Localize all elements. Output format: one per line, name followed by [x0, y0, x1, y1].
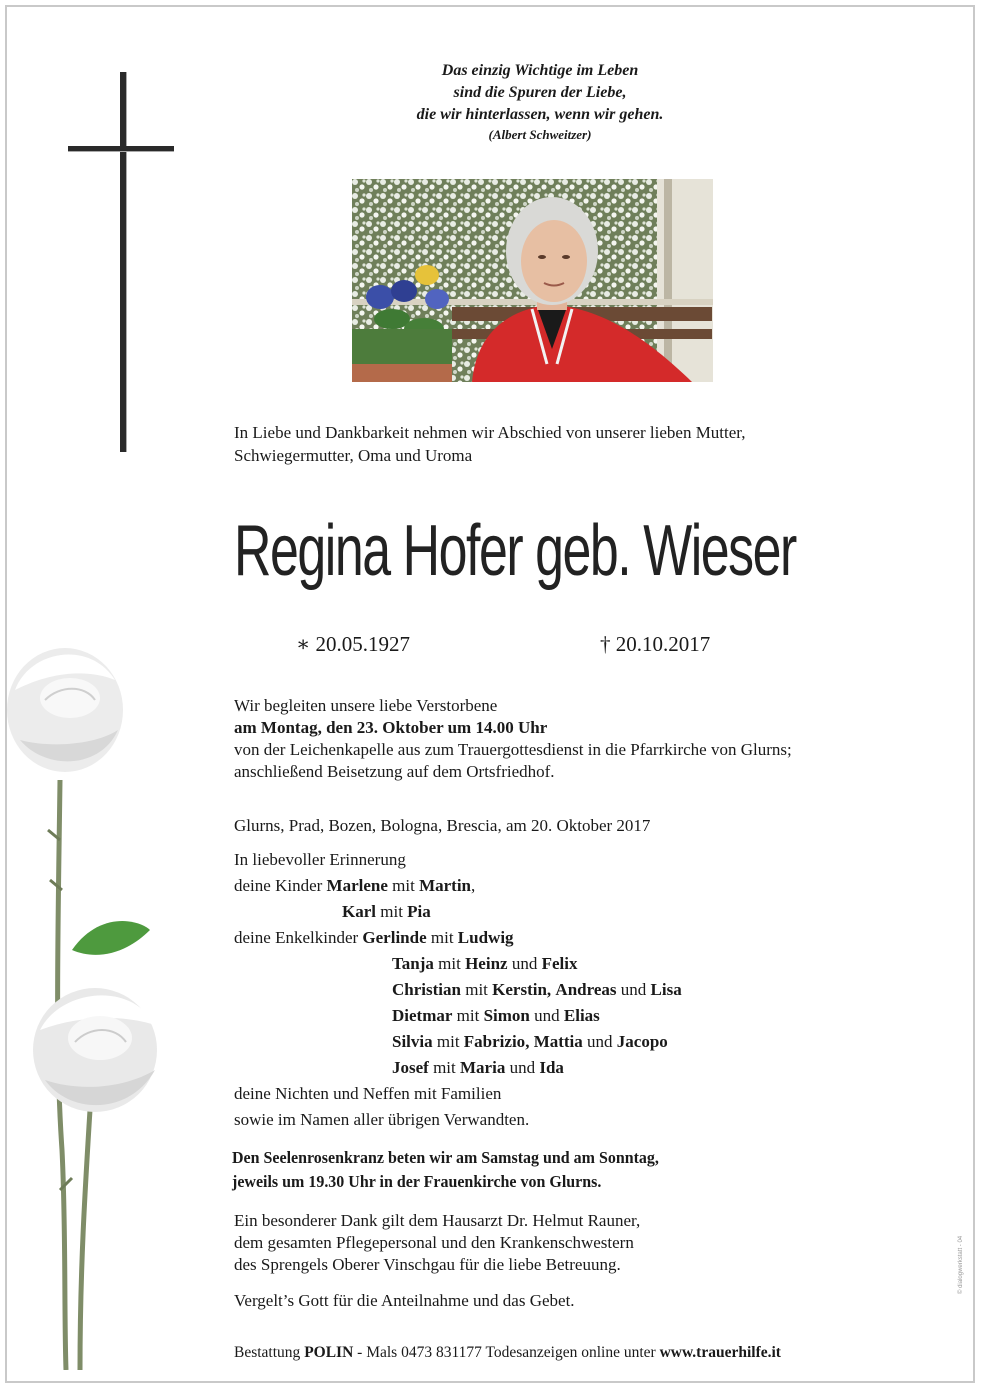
quote-line: die wir hinterlassen, wenn wir gehen.: [416, 106, 664, 123]
place-date: Glurns, Prad, Bozen, Bologna, Brescia, am 20. Oktober 2017: [234, 816, 651, 835]
cross-icon-bar: [68, 146, 174, 152]
mourner-name: Pia: [407, 902, 431, 921]
funeral-time: am Montag, den 23. Oktober um 14.00 Uhr: [234, 718, 548, 737]
closing-text: Vergelt’s Gott für die Anteilnahme und das Gebet.: [234, 1291, 575, 1310]
footer: [234, 1344, 781, 1362]
mourner-name: Elias: [563, 1006, 600, 1025]
side-credit: © dialogwerkstatt - 04: [958, 1235, 964, 1294]
mourners-children-2: [342, 899, 431, 925]
footer-company: POLIN: [304, 1344, 354, 1361]
connector: und: [534, 1006, 560, 1025]
memorial-quote: [340, 60, 740, 144]
mourner-name: Fabrizio: [463, 1032, 526, 1051]
mourners-grandchildren-4: [392, 1003, 600, 1029]
mourners-grandchildren-3: [392, 977, 682, 1003]
deceased-name: Regina Hofer geb. Wieser: [234, 511, 796, 591]
connector: und: [509, 1058, 536, 1077]
intro-line: Schwiegermutter, Oma und Uroma: [234, 446, 473, 465]
mourner-name: Felix: [541, 954, 578, 973]
mourner-name: Simon: [483, 1006, 530, 1025]
connector: mit: [465, 980, 488, 999]
mourners-grandchildren-5: [392, 1029, 668, 1055]
funeral-line: anschließend Beisetzung auf dem Ortsfriedhof.: [234, 762, 555, 781]
mourners-intro: In liebevoller Erinnerung: [234, 850, 406, 869]
mourner-name: Dietmar: [392, 1006, 453, 1025]
mourners-relatives: sowie im Namen aller übrigen Verwandten.: [234, 1110, 530, 1129]
connector: mit: [380, 902, 403, 921]
connector: ,: [525, 1032, 530, 1051]
intro-line: In Liebe und Dankbarkeit nehmen wir Abschied von unserer lieben Mutter,: [234, 423, 746, 442]
mourner-name: Karl: [342, 902, 376, 921]
mourner-name: Ida: [539, 1058, 564, 1077]
quote-author: (Albert Schweitzer): [488, 127, 592, 142]
connector: mit: [433, 1058, 456, 1077]
mourner-name: Gerlinde: [362, 928, 427, 947]
connector: ,: [546, 980, 552, 999]
mourner-name: Heinz: [465, 954, 508, 973]
mourner-name: Christian: [392, 980, 461, 999]
mourners-grandchildren-6: [392, 1055, 564, 1081]
portrait-image: [352, 179, 713, 382]
footer-prefix: Bestattung: [234, 1344, 301, 1361]
funeral-line: von der Leichenkapelle aus zum Trauergottesdienst in die Pfarrkirche von Glurns;: [234, 740, 792, 759]
quote-line: Das einzig Wichtige im Leben: [441, 62, 639, 79]
connector: und: [620, 980, 647, 999]
mourners-children: [234, 873, 475, 899]
birth-date-value: 20.05.1927: [315, 632, 411, 656]
mourner-name: Silvia: [392, 1032, 433, 1051]
rosary-line: jeweils um 19.30 Uhr in der Frauenkirche von Glurns.: [232, 1172, 602, 1191]
mourner-name: Andreas: [555, 980, 617, 999]
mourner-name: Martin: [419, 876, 471, 895]
connector: ,: [471, 876, 476, 895]
connector: mit: [430, 928, 454, 947]
death-cross-icon: †: [600, 632, 611, 656]
connector: mit: [456, 1006, 480, 1025]
thanks-text: [234, 1210, 894, 1276]
rosary-info: [232, 1146, 796, 1194]
birth-date: [296, 631, 410, 657]
connector: mit: [438, 954, 461, 973]
mourners-grandchildren-2: [392, 951, 577, 977]
connector: mit: [392, 876, 415, 895]
portrait-photo: [352, 179, 713, 382]
mourner-name: Maria: [460, 1058, 506, 1077]
thanks-line: Ein besonderer Dank gilt dem Hausarzt Dr. Helmut Rauner,: [234, 1211, 641, 1230]
cross-icon: [120, 72, 127, 452]
children-label: deine Kinder: [234, 876, 323, 895]
footer-middle: - Mals 0473 831177 Todesanzeigen online unter: [357, 1344, 656, 1361]
death-date-value: 20.10.2017: [615, 632, 711, 656]
connector: und: [587, 1032, 613, 1051]
mourner-name: Marlene: [326, 876, 388, 895]
mourners-nieces: deine Nichten und Neffen mit Familien: [234, 1084, 502, 1103]
intro-text: [234, 421, 854, 467]
connector: und: [511, 954, 538, 973]
grandchildren-label: deine Enkelkinder: [234, 928, 359, 947]
rosary-line: Den Seelenrosenkranz beten wir am Samstag und am Sonntag,: [232, 1148, 659, 1167]
mourner-name: Mattia: [533, 1032, 583, 1051]
death-date: [600, 631, 710, 657]
birth-icon: ∗: [296, 632, 311, 656]
quote-line: sind die Spuren der Liebe,: [453, 84, 627, 101]
mourner-name: Kerstin: [492, 980, 547, 999]
thanks-line: dem gesamten Pflegepersonal und den Krankenschwestern: [234, 1233, 634, 1252]
footer-link[interactable]: www.trauerhilfe.it: [659, 1344, 781, 1361]
mourner-name: Ludwig: [457, 928, 514, 947]
funeral-line: Wir begleiten unsere liebe Verstorbene: [234, 696, 498, 715]
mourner-name: Josef: [392, 1058, 429, 1077]
mourner-name: Tanja: [392, 954, 434, 973]
thanks-line: des Sprengels Oberer Vinschgau für die liebe Betreuung.: [234, 1255, 621, 1274]
mourner-name: Lisa: [650, 980, 682, 999]
connector: mit: [436, 1032, 460, 1051]
funeral-info: [234, 695, 894, 783]
mourners-grandchildren: [234, 925, 514, 951]
white-roses-icon: [0, 630, 180, 1370]
mourner-name: Jacopo: [616, 1032, 668, 1051]
